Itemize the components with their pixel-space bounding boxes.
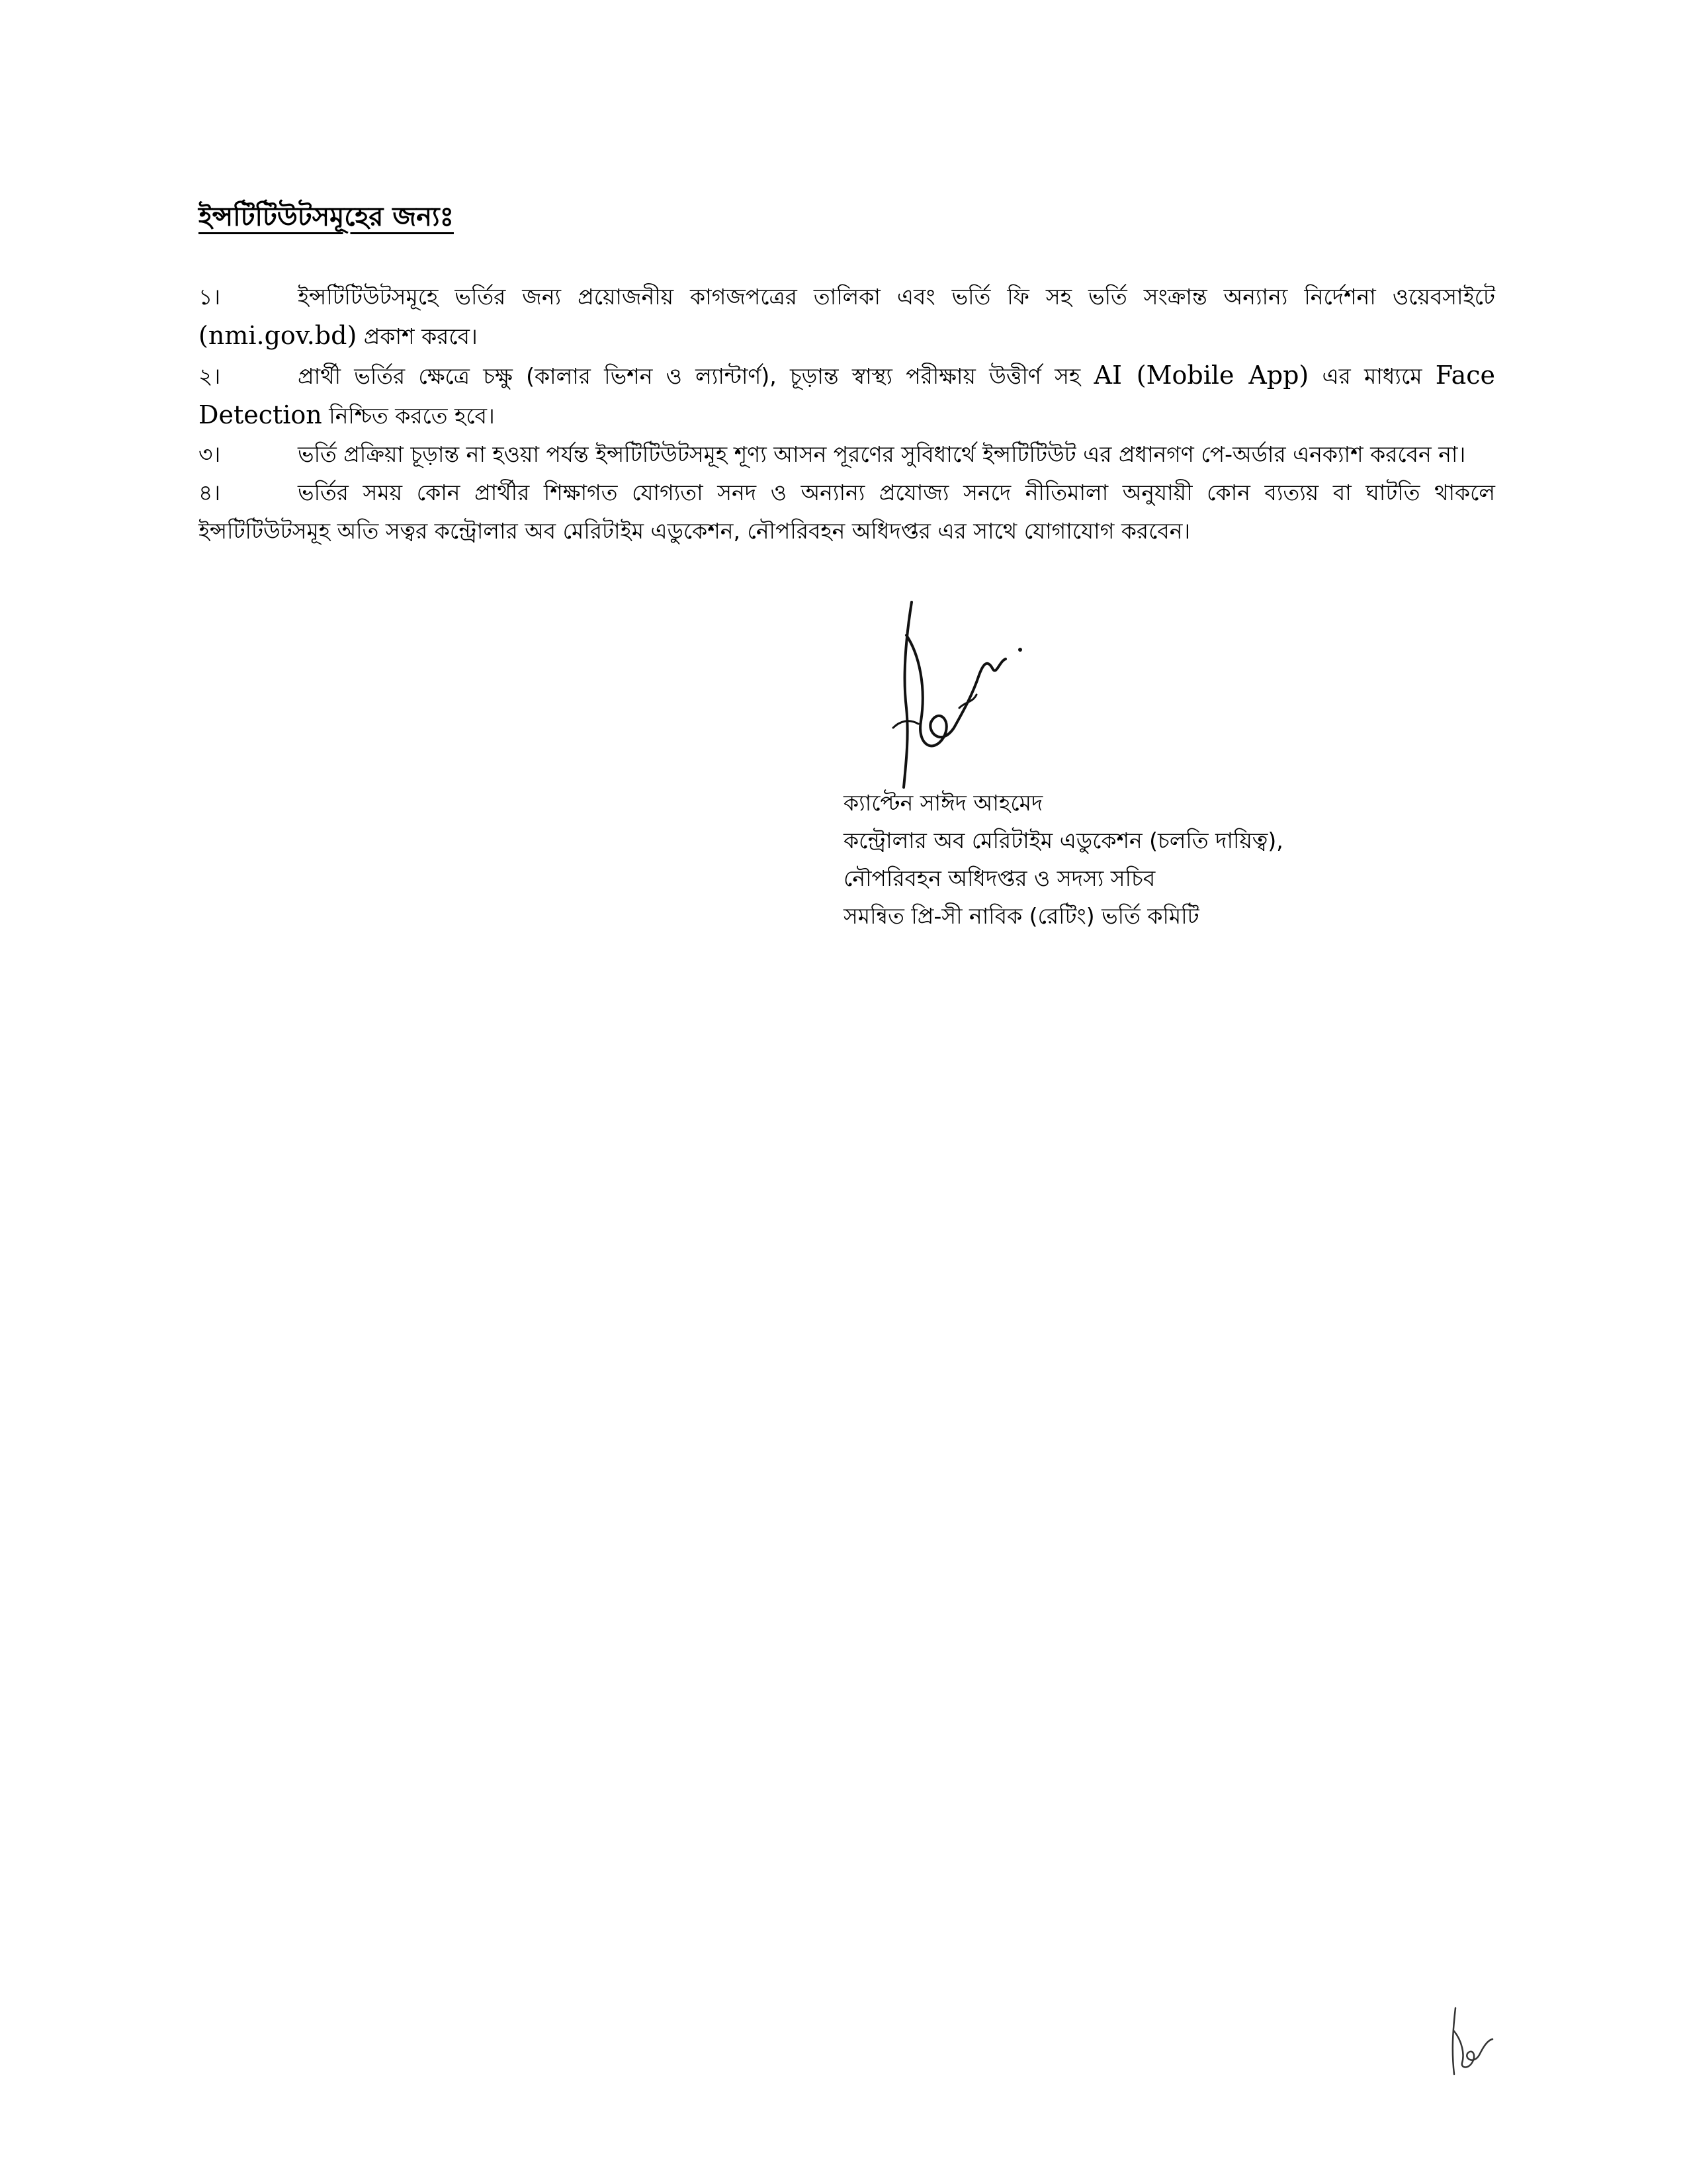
item-text: ভর্তি প্রক্রিয়া চূড়ান্ত না হওয়া পর্যন্ত ইন্সটিটিউটসমূহ শূণ্য আসন পূরণের সুবিধার্থে ইন্সটিটিউট এর প্রধানগণ পে-অর্ডার এনক্যাশ করবেন না। <box>298 441 1466 467</box>
face-detection-text: Face Detection <box>198 361 1495 429</box>
signatory-department: নৌপরিবহন অধিদপ্তর ও সদস্য সচিব <box>844 865 1156 891</box>
item-text: প্রার্থী ভর্তির ক্ষেত্রে চক্ষু (কালার ভিশন ও ল্যান্টার্ণ), চূড়ান্ত স্বাস্থ্য পরীক্ষায় উত্তীর্ণ সহ <box>298 363 1094 389</box>
list-item <box>198 278 1495 356</box>
ai-app-text: AI (Mobile App) <box>1094 361 1309 390</box>
handwritten-signature <box>880 595 1052 794</box>
item-text: এর মাধ্যমে <box>1309 363 1436 389</box>
list-item <box>198 474 1495 550</box>
item-number: ২। <box>198 363 221 389</box>
item-text: ভর্তির সময় কোন প্রার্থীর শিক্ষাগত যোগ্যতা সনদ ও অন্যান্য প্রযোজ্য সনদে নীতিমালা অনুযায়ী কোন ব্যত্যয় বা ঘাটতি থাকলে ইন্সটিটিউটসমূহ অতি সত্বর কন্ট্রোলার অব মেরিটাইম এডুকেশন, নৌপরিবহন অধিদপ্তর এর সাথে যোগাযোগ করবেন। <box>198 480 1495 544</box>
website-text: (nmi.gov.bd) <box>198 321 357 350</box>
item-text: ইন্সটিটিউটসমূহে ভর্তির জন্য প্রয়োজনীয় কাগজপত্রের তালিকা এবং ভর্তি ফি সহ ভর্তি সংক্রান্ত অন্যান্য নির্দেশনা ওয়েবসাইটে <box>298 284 1495 310</box>
list-item <box>198 435 1495 474</box>
item-number: ৩। <box>198 441 221 467</box>
signatory-block <box>844 784 1283 935</box>
signatory-committee: সমন্বিত প্রি-সী নাবিক (রেটিং) ভর্তি কমিটি <box>844 903 1199 929</box>
page-initial-signature <box>1436 2005 1502 2077</box>
list-item <box>198 356 1495 435</box>
instruction-list <box>198 278 1495 550</box>
item-number: ৪। <box>198 480 221 505</box>
signatory-name: ক্যাপ্টেন সাঈদ আহমেদ <box>844 790 1043 816</box>
section-heading: ইন্সটিটিউটসমূহের জন্যঃ <box>198 202 454 232</box>
item-text: প্রকাশ করবে। <box>357 324 478 349</box>
item-text: নিশ্চিত করতে হবে। <box>322 403 495 429</box>
item-number: ১। <box>198 284 221 310</box>
signatory-designation: কন্ট্রোলার অব মেরিটাইম এডুকেশন (চলতি দায়িত্ব), <box>844 828 1283 853</box>
